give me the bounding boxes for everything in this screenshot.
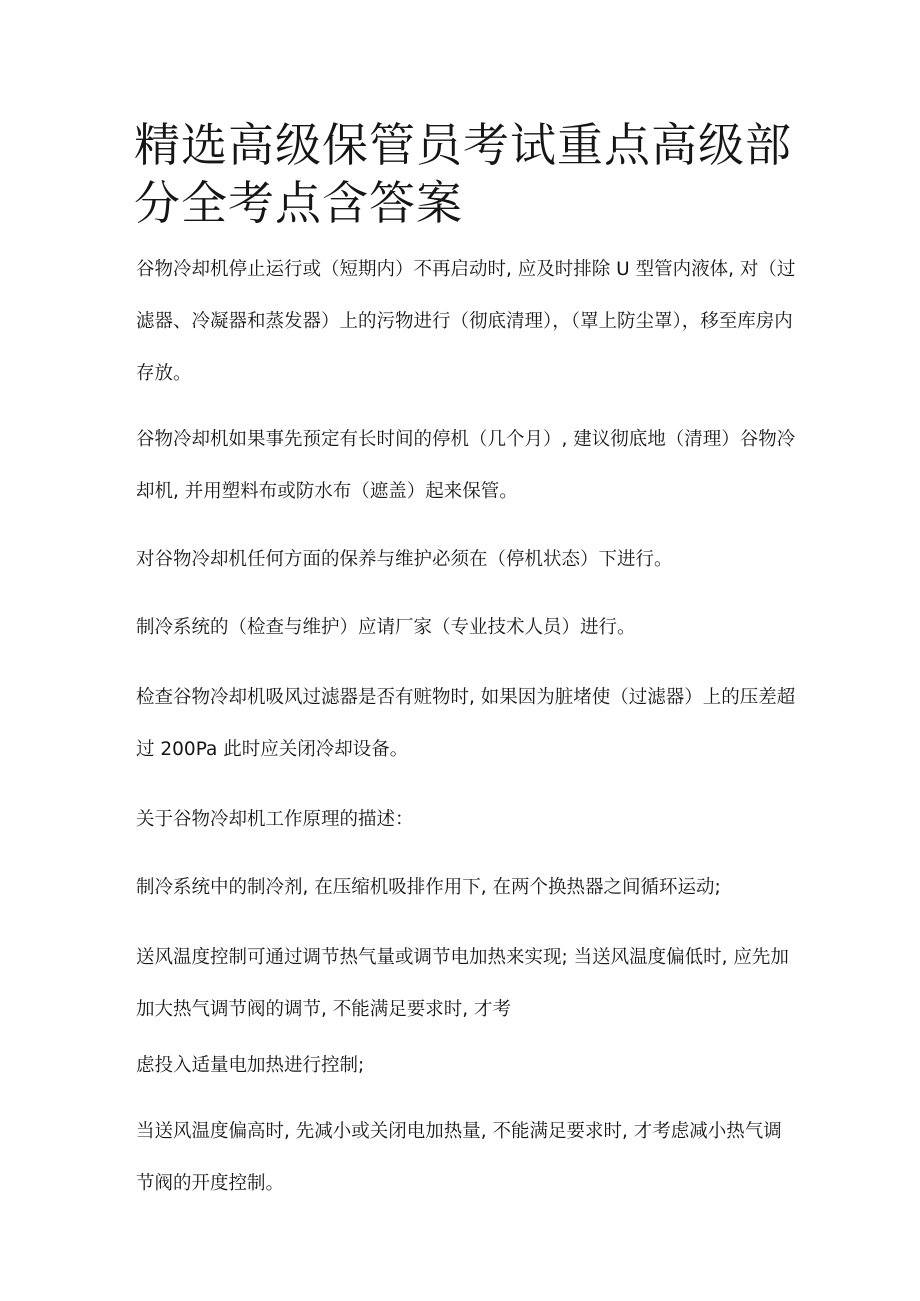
- paragraph-3: 对谷物冷却机任何方面的保养与维护必须在（停机状态）下进行。: [136, 549, 673, 570]
- paragraph-2: 谷物冷却机如果事先预定有长时间的停机（几个月）, 建议彻底地（清理）谷物冷却机, 并用塑料布或防水布（遮盖）起来保管。: [136, 429, 796, 502]
- paragraph-8: 送风温度控制可通过调节热气量或调节电加热来实现; 当送风温度偏低时, 应先加加大热气调节阀的调节, 不能满足要求时, 才考: [136, 947, 789, 1020]
- paragraph-1: 谷物冷却机停止运行或（短期内）不再启动时, 应及时排除 U 型管内液体, 对（过滤器、冷凝器和蒸发器）上的污物进行（彻底清理），（罩上防尘罩），移至库房内存放。: [136, 259, 796, 384]
- paragraph-10: 当送风温度偏高时, 先减小或关闭电加热量, 不能满足要求时, 才考虑减小热气调节阀的开度控制。: [136, 1121, 782, 1194]
- paragraph-7: 制冷系统中的制冷剂, 在压缩机吸排作用下, 在两个换热器之间循环运动;: [136, 877, 721, 898]
- page-title: 精选高级保管员考试重点高级部分全考点含答案: [134, 118, 792, 230]
- paragraph-4: 制冷系统的（检查与维护）应请厂家（专业技术人员）进行。: [136, 617, 636, 638]
- paragraph-9: 虑投入适量电加热进行控制;: [136, 1055, 365, 1076]
- paragraph-6: 关于谷物冷却机工作原理的描述：: [136, 809, 414, 830]
- paragraph-5: 检查谷物冷却机吸风过滤器是否有赃物时, 如果因为脏堵使（过滤器）上的压差超过 200Pa 此时应关闭冷却设备。: [136, 687, 796, 760]
